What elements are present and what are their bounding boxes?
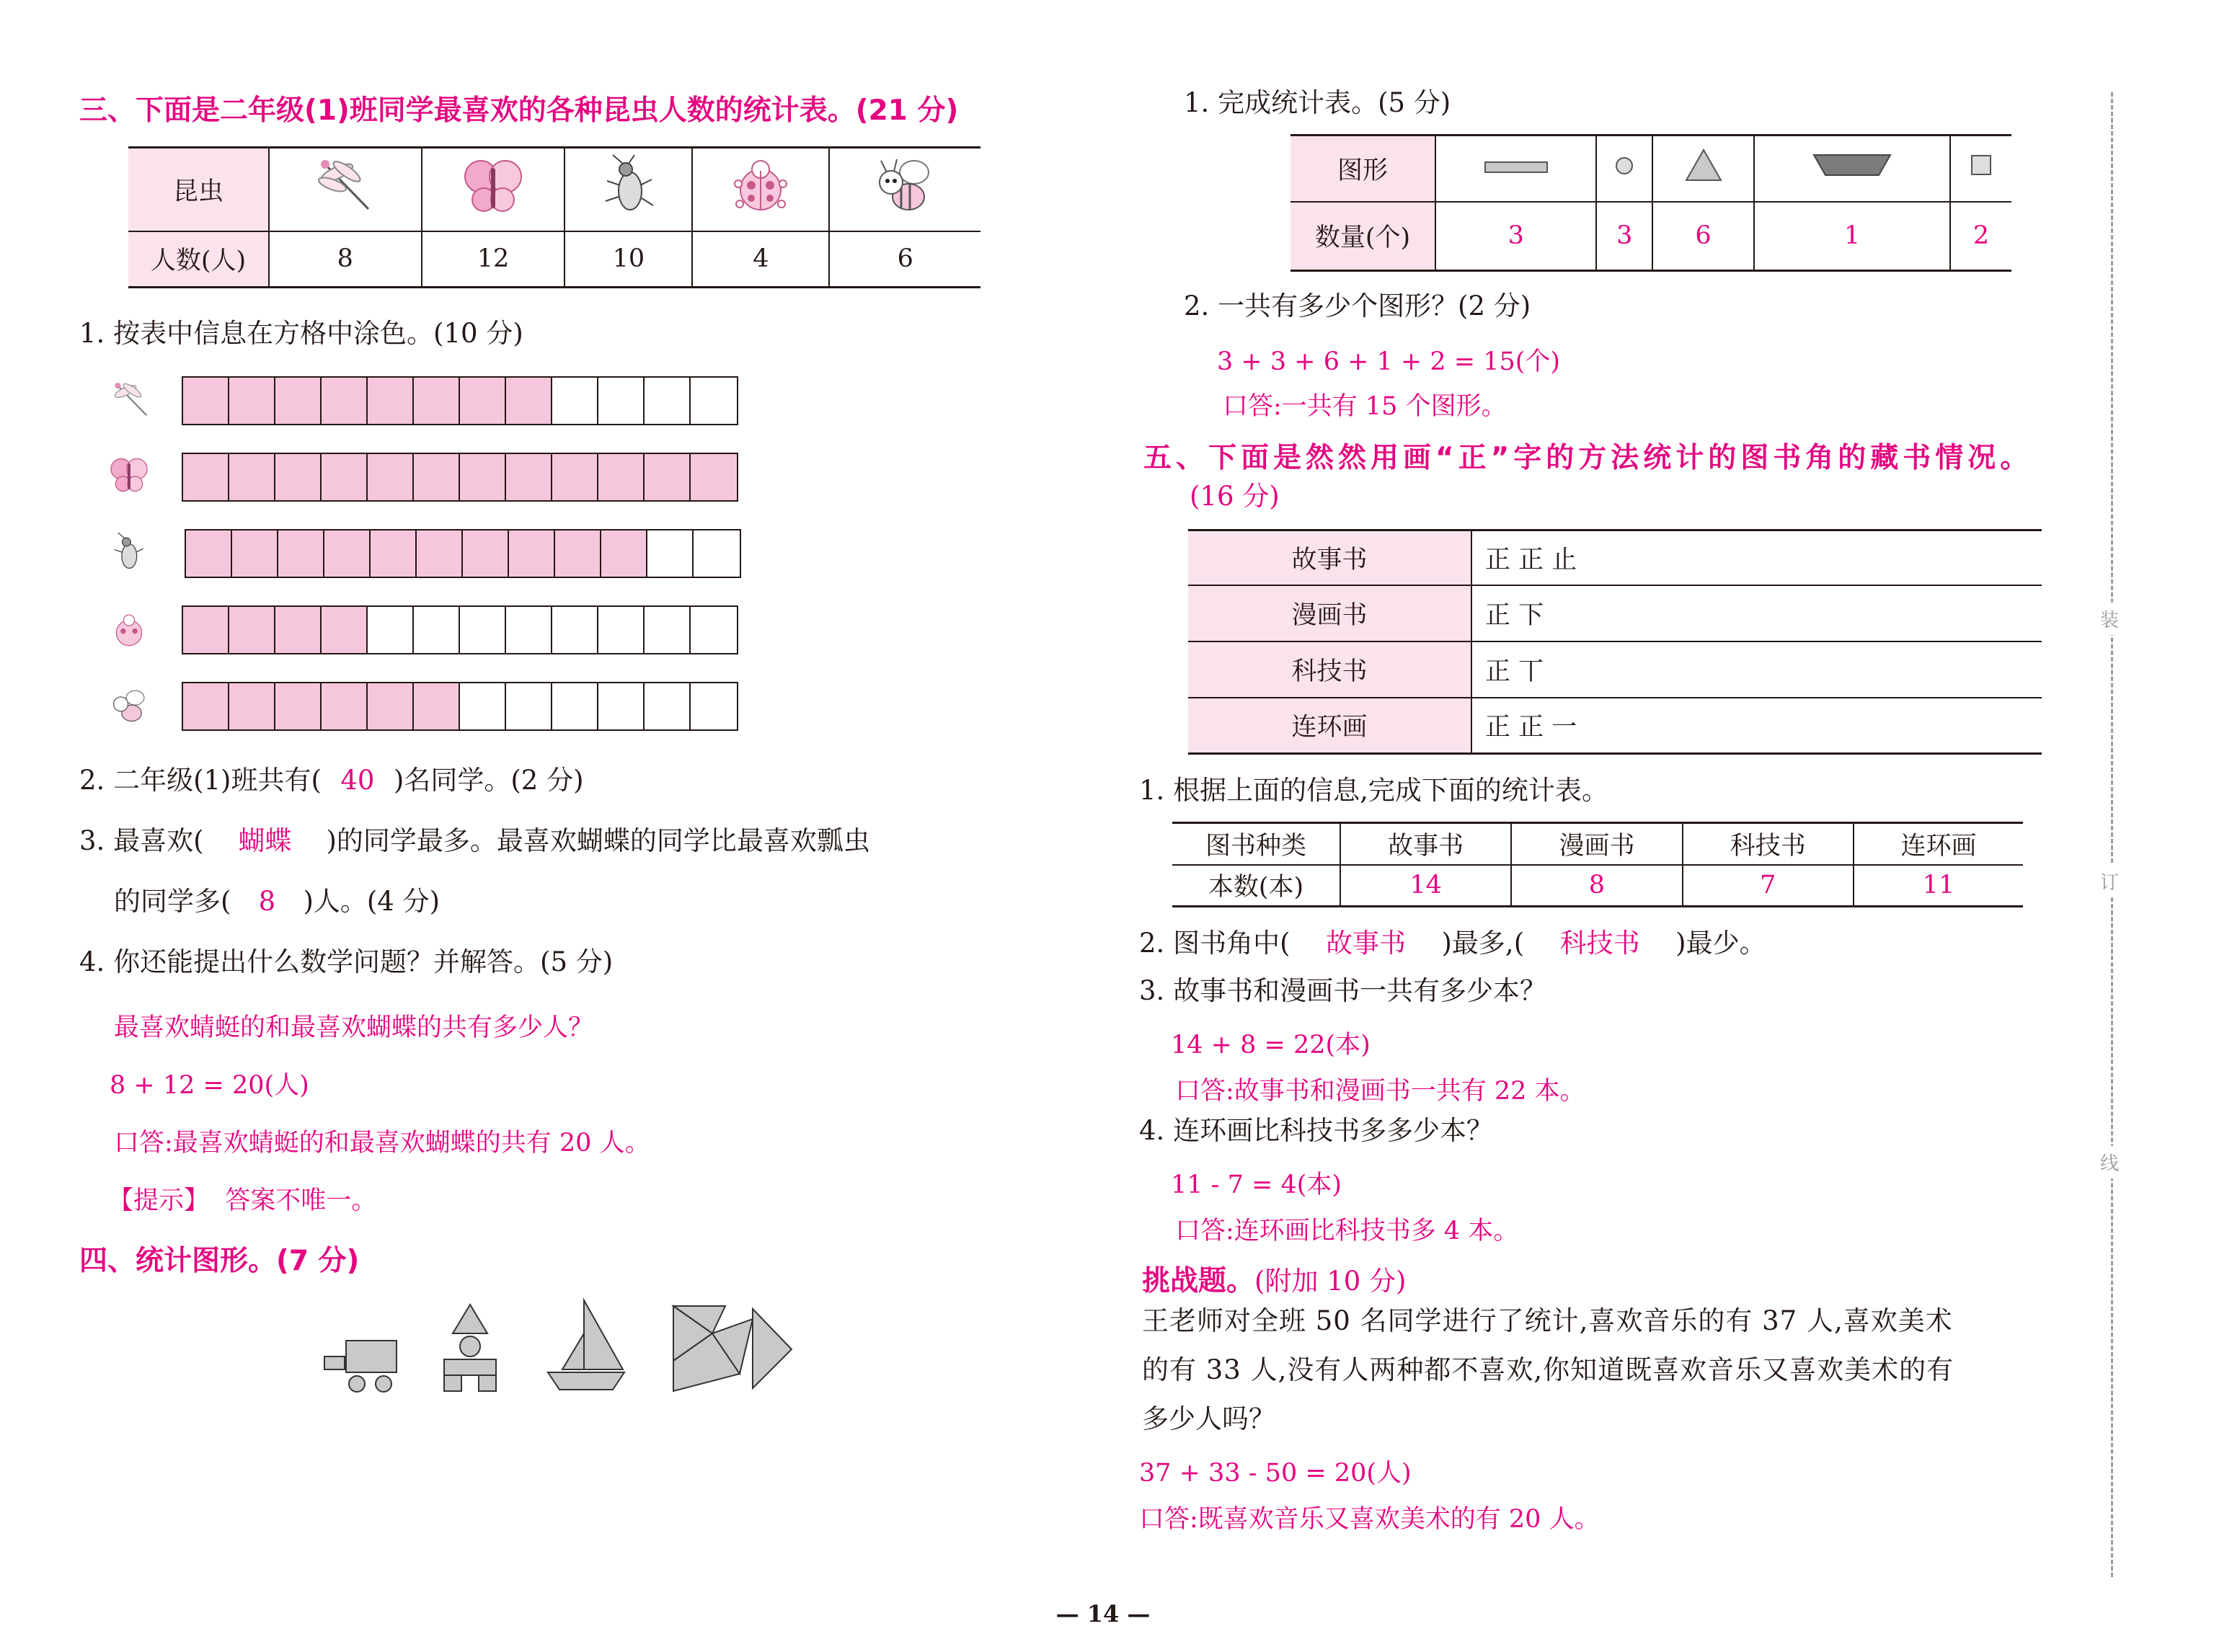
grid-cell[interactable] — [275, 378, 322, 424]
book-table-header: 漫画书 — [1511, 823, 1682, 865]
book-question-4-equation: 11 - 7 = 4(本) — [1171, 1171, 1342, 1199]
book-question-2-suffix: )最少。 — [1675, 928, 1766, 959]
grid-cell[interactable] — [647, 530, 694, 577]
tally-marks: 正 下 — [1471, 585, 2042, 641]
shape-count: 3 — [1435, 202, 1596, 271]
challenge-heading — [1142, 1258, 1407, 1299]
book-question-4-reply: 口答:连环画比科技书多 4 本。 — [1175, 1217, 1519, 1245]
grid-cell[interactable] — [645, 454, 691, 500]
hint-label: 【提示】 — [108, 1186, 210, 1215]
question-3 — [79, 827, 870, 854]
question-2 — [79, 767, 584, 794]
insect-count: 8 — [269, 231, 422, 288]
grid-cell[interactable] — [552, 683, 598, 729]
book-table-header: 连环画 — [1854, 823, 2023, 865]
binding-dashed-line — [2111, 92, 2113, 1577]
grid-cell[interactable] — [506, 454, 552, 500]
question-2-prefix: 2. 二年级(1)班共有( — [79, 765, 322, 796]
question-3-prefix: 3. 最喜欢( — [79, 825, 204, 856]
grid-cell[interactable] — [645, 607, 691, 653]
insect-table — [128, 146, 980, 288]
section-4-heading: 四、统计图形。(7 分) — [79, 1245, 360, 1277]
section-5-heading: 五、下面是然然用画“正”字的方法统计的图书角的藏书情况。 — [1143, 442, 2033, 474]
book-question-2-prefix: 2. 图书角中( — [1139, 928, 1290, 959]
question-3-middle: )的同学最多。最喜欢蝴蝶的同学比最喜欢瓢虫 — [326, 825, 870, 856]
grid-cell[interactable] — [552, 607, 598, 653]
book-count-table — [1172, 822, 2023, 907]
dragonfly-icon — [108, 379, 154, 421]
tally-label: 故事书 — [1188, 530, 1471, 585]
grid-cell[interactable] — [322, 454, 368, 500]
question-3-line2 — [114, 888, 440, 915]
book-table-header: 图书种类 — [1172, 823, 1340, 865]
grid-cell[interactable] — [417, 530, 463, 577]
grid-cell[interactable] — [460, 683, 506, 729]
grid-cell[interactable] — [506, 378, 552, 424]
trapezoid-icon — [1812, 151, 1892, 179]
grid-cell[interactable] — [598, 683, 645, 729]
tally-marks: 正 正 止 — [1471, 530, 2042, 585]
grid-cell[interactable] — [322, 378, 368, 424]
grid-cell[interactable] — [183, 378, 229, 424]
grid-cell[interactable] — [232, 530, 278, 577]
grid-cell[interactable] — [460, 454, 506, 500]
grid-cell[interactable] — [691, 378, 737, 424]
grid-cell[interactable] — [275, 454, 322, 500]
book-table-header: 故事书 — [1340, 823, 1511, 865]
circle-icon — [1613, 155, 1635, 177]
coloring-grid-row — [182, 453, 738, 502]
count-row-label: 人数(人) — [128, 231, 269, 288]
tally-marks: 正 丅 — [1471, 641, 2042, 698]
book-question-4: 4. 连环画比科技书多多少本？ — [1139, 1115, 1494, 1146]
grid-cell[interactable] — [645, 378, 691, 424]
grid-cell[interactable] — [322, 683, 368, 729]
book-question-3-reply: 口答:故事书和漫画书一共有 22 本。 — [1175, 1077, 1585, 1106]
tally-label: 漫画书 — [1188, 585, 1471, 641]
grid-cell[interactable] — [183, 454, 229, 500]
book-table-header: 科技书 — [1683, 823, 1854, 865]
insect-row-label: 昆虫 — [128, 148, 269, 231]
grid-cell[interactable] — [368, 607, 414, 653]
grid-cell[interactable] — [229, 378, 275, 424]
grid-cell[interactable] — [324, 530, 371, 577]
question-3-line2-prefix: 的同学多( — [114, 886, 231, 917]
challenge-line-2: 的有 33 人,没有人两种都不喜欢,你知道既喜欢音乐又喜欢美术的有 — [1142, 1354, 1954, 1385]
grid-cell[interactable] — [460, 378, 506, 424]
insect-count: 6 — [829, 231, 980, 288]
shape-cell — [1754, 136, 1950, 202]
car-figure — [324, 1341, 397, 1392]
grid-cell[interactable] — [645, 683, 691, 729]
shape-cell — [1596, 136, 1652, 202]
shape-count-label: 数量(个) — [1290, 202, 1435, 271]
coloring-grid-row — [182, 682, 738, 731]
grid-cell[interactable] — [414, 683, 460, 729]
insect-cell-beetle — [565, 148, 692, 231]
shape-count: 6 — [1652, 202, 1754, 271]
shape-question-2: 2. 一共有多少个图形？(2 分) — [1184, 290, 1531, 321]
margin-mark: 装 — [2100, 603, 2119, 635]
grid-cell[interactable] — [601, 530, 647, 577]
grid-cell[interactable] — [414, 378, 460, 424]
challenge-line-1: 王老师对全班 50 名同学进行了统计,喜欢音乐的有 37 人,喜欢美术 — [1142, 1305, 1953, 1336]
insect-count: 10 — [565, 231, 692, 288]
insect-count: 4 — [692, 231, 829, 288]
grid-cell[interactable] — [552, 378, 598, 424]
grid-cell[interactable] — [694, 530, 740, 577]
tally-table — [1188, 529, 2042, 755]
question-2-suffix: )名同学。(2 分) — [393, 765, 584, 796]
dragonfly-icon — [311, 157, 380, 215]
tally-label: 科技书 — [1188, 641, 1471, 698]
grid-cell[interactable] — [183, 607, 229, 653]
shape-figures — [317, 1290, 836, 1405]
rectangle-icon — [1484, 159, 1549, 177]
book-question-2 — [1139, 928, 1766, 959]
shape-count: 1 — [1754, 202, 1950, 271]
question-3-line2-suffix: )人。(4 分) — [303, 886, 440, 917]
question-4-answer-equation: 8 + 12 = 20(人) — [110, 1071, 309, 1100]
person-figure — [444, 1305, 496, 1391]
grid-cell[interactable] — [460, 607, 506, 653]
book-count: 7 — [1683, 865, 1854, 907]
hint — [108, 1181, 376, 1217]
shape-question-1: 1. 完成统计表。(5 分) — [1184, 87, 1451, 118]
margin-mark: 订 — [2100, 865, 2119, 897]
grid-cell[interactable] — [229, 607, 275, 653]
question-2-answer: 40 — [340, 765, 375, 796]
coloring-grid-row — [185, 529, 741, 578]
book-question-2-answer-1: 故事书 — [1326, 928, 1406, 959]
square-icon — [1969, 153, 1993, 177]
question-3-answer-2: 8 — [258, 886, 276, 917]
grid-cell[interactable] — [691, 454, 737, 500]
challenge-line-3: 多少人吗？ — [1142, 1403, 1275, 1434]
insect-cell-dragonfly — [269, 148, 422, 231]
book-count: 14 — [1340, 865, 1511, 907]
grid-cell[interactable] — [691, 607, 737, 653]
insect-cell-butterfly — [422, 148, 565, 231]
insect-count: 12 — [422, 231, 565, 288]
grid-cell[interactable] — [368, 683, 414, 729]
grid-cell[interactable] — [552, 454, 598, 500]
page-number: — 14 — — [1055, 1600, 1151, 1627]
grid-cell[interactable] — [506, 607, 552, 653]
book-question-2-answer-2: 科技书 — [1559, 928, 1640, 959]
section-3-heading: 三、下面是二年级(1)班同学最喜欢的各种昆虫人数的统计表。(21 分) — [79, 94, 959, 127]
butterfly-icon — [108, 454, 150, 496]
hint-text: 答案不唯一。 — [225, 1186, 377, 1215]
book-question-3: 3. 故事书和漫画书一共有多少本？ — [1139, 975, 1547, 1006]
margin-mark: 线 — [2100, 1146, 2119, 1178]
grid-cell[interactable] — [691, 683, 737, 729]
shape-question-2-equation: 3 + 3 + 6 + 1 + 2 = 15(个) — [1217, 347, 1561, 376]
coloring-grid-row — [182, 605, 738, 654]
grid-cell[interactable] — [506, 683, 552, 729]
butterfly-icon — [461, 155, 526, 217]
coloring-grid-row — [182, 376, 738, 425]
grid-cell[interactable] — [183, 683, 229, 729]
insect-cell-bee — [829, 148, 980, 231]
tally-label: 连环画 — [1188, 698, 1471, 754]
grid-cell[interactable] — [414, 607, 460, 653]
challenge-equation: 37 + 33 - 50 = 20(人) — [1139, 1459, 1412, 1488]
challenge-label: 挑战题。 — [1142, 1265, 1255, 1297]
grid-cell[interactable] — [555, 530, 601, 577]
question-1: 1. 按表中信息在方格中涂色。(10 分) — [79, 318, 523, 349]
challenge-reply: 口答:既喜欢音乐又喜欢美术的有 20 人。 — [1139, 1505, 1600, 1534]
shape-cell — [1950, 136, 2011, 202]
book-question-3-equation: 14 + 8 = 22(本) — [1171, 1031, 1371, 1060]
shape-table — [1290, 134, 2011, 272]
grid-cell[interactable] — [598, 378, 645, 424]
triangle-icon — [1683, 147, 1724, 183]
book-count: 11 — [1854, 865, 2023, 907]
grid-cell[interactable] — [509, 530, 555, 577]
sailboat-figure — [548, 1300, 624, 1390]
grid-cell[interactable] — [275, 683, 322, 729]
grid-cell[interactable] — [229, 683, 275, 729]
grid-cell[interactable] — [463, 530, 509, 577]
shape-question-2-reply: 口答:一共有 15 个图形。 — [1223, 392, 1507, 421]
beetle-icon — [600, 154, 658, 218]
insect-cell-ladybug — [692, 148, 829, 231]
shape-cell — [1435, 136, 1596, 202]
section-5-score: (16 分) — [1190, 481, 1280, 512]
book-count: 8 — [1511, 865, 1682, 907]
shape-row-label: 图形 — [1290, 136, 1435, 202]
grid-cell[interactable] — [186, 530, 232, 577]
bee-icon — [871, 154, 940, 218]
grid-cell[interactable] — [368, 378, 414, 424]
book-row-label: 本数(本) — [1172, 865, 1340, 907]
beetle-icon — [110, 530, 147, 575]
question-4-answer-question: 最喜欢蜻蜓的和最喜欢蝴蝶的共有多少人？ — [114, 1013, 594, 1042]
grid-cell[interactable] — [414, 454, 460, 500]
ladybug-icon — [730, 155, 792, 217]
challenge-score: (附加 10 分) — [1254, 1266, 1407, 1297]
shape-count: 2 — [1950, 202, 2011, 271]
shape-count: 3 — [1596, 202, 1652, 271]
question-3-answer-1: 蝴蝶 — [238, 825, 292, 856]
grid-cell[interactable] — [598, 454, 645, 500]
grid-cell[interactable] — [229, 454, 275, 500]
arrow-figure — [673, 1306, 792, 1391]
grid-cell[interactable] — [368, 454, 414, 500]
grid-cell[interactable] — [598, 607, 645, 653]
question-4: 4. 你还能提出什么数学问题？并解答。(5 分) — [79, 946, 614, 977]
grid-cell[interactable] — [322, 607, 368, 653]
shape-cell — [1652, 136, 1754, 202]
grid-cell[interactable] — [371, 530, 417, 577]
book-question-2-middle: )最多,( — [1441, 928, 1525, 959]
ladybug-icon — [110, 611, 149, 650]
tally-marks: 正 正 一 — [1471, 698, 2042, 754]
bee-icon — [108, 686, 151, 727]
question-4-answer-reply: 口答:最喜欢蜻蜓的和最喜欢蝴蝶的共有 20 人。 — [114, 1129, 650, 1158]
grid-cell[interactable] — [275, 607, 322, 653]
book-question-1: 1. 根据上面的信息,完成下面的统计表。 — [1139, 775, 1608, 806]
grid-cell[interactable] — [278, 530, 324, 577]
